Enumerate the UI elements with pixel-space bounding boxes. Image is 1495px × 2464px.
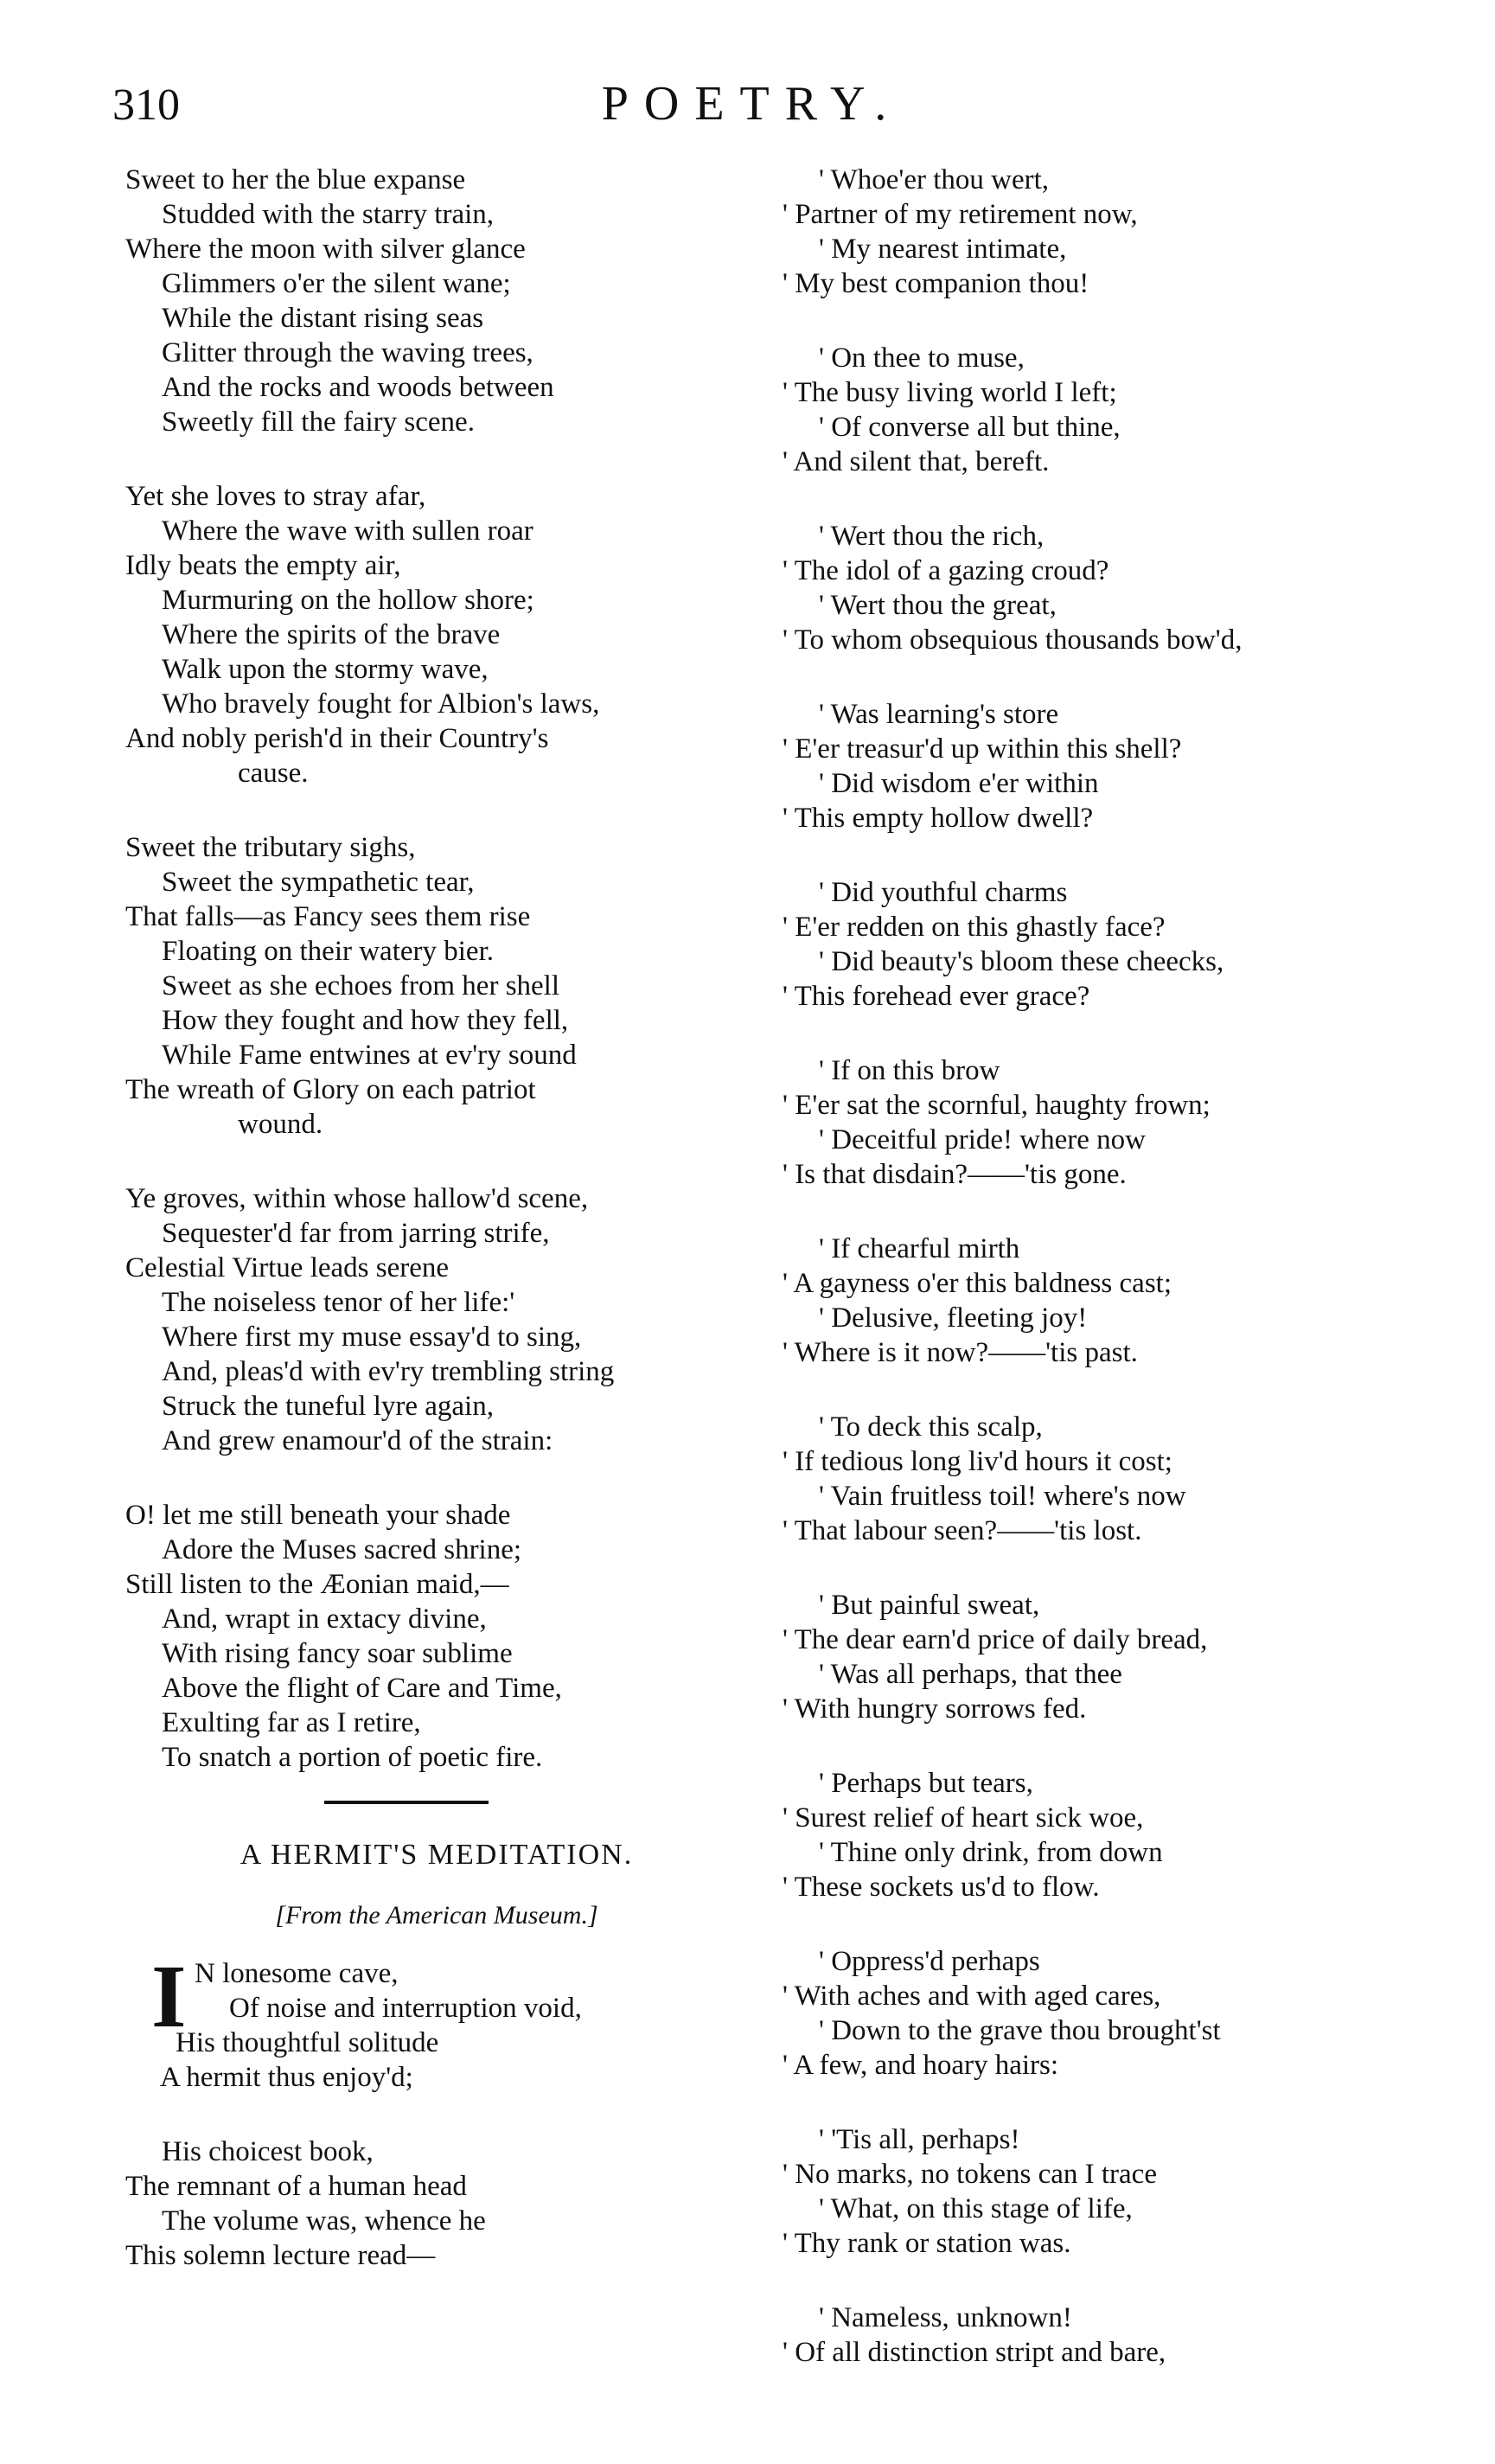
verse-line: And nobly perish'd in their Country's <box>125 723 549 754</box>
verse-line: Floating on their watery bier. <box>162 936 494 967</box>
verse-line: ' The busy living world I left; <box>783 377 1117 408</box>
verse-line: ' E'er treasur'd up within this shell? <box>783 733 1182 765</box>
verse-line: This solemn lecture read— <box>125 2240 436 2271</box>
verse-line: The volume was, whence he <box>162 2205 486 2237</box>
verse-line: ' Delusive, fleeting joy! <box>819 1302 1088 1334</box>
verse-line: Celestial Virtue leads serene <box>125 1252 450 1283</box>
verse-line: Murmuring on the hollow shore; <box>162 585 534 616</box>
verse-line: And, wrapt in extacy divine, <box>162 1603 487 1635</box>
verse-line: Above the flight of Care and Time, <box>162 1673 562 1704</box>
verse-line: The wreath of Glory on each patriot <box>125 1074 536 1105</box>
stanza <box>125 830 748 1142</box>
stanza <box>783 1588 1422 1726</box>
stanza <box>125 2134 748 2273</box>
left-column <box>125 163 748 2273</box>
verse-line: Exulting far as I retire, <box>162 1707 421 1738</box>
stanza <box>783 1053 1422 1192</box>
page-number: 310 <box>112 80 180 130</box>
verse-line: ' Vain fruitless toil! where's now <box>819 1481 1186 1512</box>
stanza <box>125 1947 748 2095</box>
verse-line: ' Thine only drink, from down <box>819 1837 1163 1868</box>
verse-line: ' A few, and hoary hairs: <box>783 2050 1059 2081</box>
verse-line: Sweet as she echoes from her shell <box>162 970 560 1002</box>
verse-line: Sweet to her the blue expanse <box>125 164 466 195</box>
stanza <box>783 697 1422 835</box>
stanza <box>783 163 1422 301</box>
stanza <box>125 479 748 790</box>
verse-line: ' To deck this scalp, <box>819 1411 1043 1443</box>
verse-line: Where the spirits of the brave <box>162 619 501 650</box>
verse-line: ' E'er sat the scornful, haughty frown; <box>783 1090 1211 1121</box>
verse-line: ' And silent that, bereft. <box>783 446 1050 477</box>
verse-line: ' Did youthful charms <box>819 877 1068 908</box>
verse-line: Sweet the tributary sighs, <box>125 832 416 863</box>
section-divider <box>324 1801 489 1804</box>
verse-line: Struck the tuneful lyre again, <box>162 1391 494 1422</box>
verse-line: ' With aches and with aged cares, <box>783 1981 1161 2012</box>
verse-line: Walk upon the stormy wave, <box>162 654 489 685</box>
verse-line: Sweet the sympathetic tear, <box>162 867 475 898</box>
verse-line: ' 'Tis all, perhaps! <box>819 2124 1020 2155</box>
stanza <box>783 1944 1422 2083</box>
verse-line: ' Perhaps but tears, <box>819 1768 1033 1799</box>
verse-line: ' Of all distinction stript and bare, <box>783 2337 1166 2368</box>
verse-line: ' No marks, no tokens can I trace <box>783 2159 1157 2190</box>
verse-line: Sequester'd far from jarring strife, <box>162 1218 550 1249</box>
verse-line: cause. <box>238 758 309 789</box>
verse-line: Glitter through the waving trees, <box>162 337 533 368</box>
verse-line: ' That labour seen?——'tis lost. <box>783 1515 1142 1546</box>
verse-line: O! let me still beneath your shade <box>125 1500 511 1531</box>
verse-line: ' This empty hollow dwell? <box>783 803 1094 834</box>
verse-line: How they fought and how they fell, <box>162 1005 569 1036</box>
verse-line: While Fame entwines at ev'ry sound <box>162 1040 577 1071</box>
verse-line: ' But painful sweat, <box>819 1590 1040 1621</box>
drop-cap: I <box>151 1947 187 2046</box>
verse-line: Studded with the starry train, <box>162 199 495 230</box>
verse-line: His thoughtful solitude <box>176 2027 439 2058</box>
stanza <box>783 1766 1422 1904</box>
verse-line: ' This forehead ever grace? <box>783 981 1090 1012</box>
stanza <box>125 163 748 439</box>
verse-line: ' Partner of my retirement now, <box>783 199 1138 230</box>
verse-line: ' E'er redden on this ghastly face? <box>783 912 1166 943</box>
verse-line: A hermit thus enjoy'd; <box>160 2062 413 2093</box>
verse-line: ' My nearest intimate, <box>819 234 1067 265</box>
stanza <box>783 1410 1422 1548</box>
verse-line: ' Is that disdain?——'tis gone. <box>783 1159 1127 1190</box>
verse-line: ' Wert thou the rich, <box>819 521 1045 552</box>
stanza <box>125 1498 748 1775</box>
verse-line: ' On thee to muse, <box>819 342 1025 374</box>
verse-line: ' Oppress'd perhaps <box>819 1946 1040 1977</box>
verse-line: ' A gayness o'er this baldness cast; <box>783 1268 1172 1299</box>
verse-line: ' Deceitful pride! where now <box>819 1124 1146 1155</box>
verse-line: ' Wert thou the great, <box>819 590 1057 621</box>
verse-line: ' Where is it now?——'tis past. <box>783 1337 1138 1368</box>
poem-title: A HERMIT'S MEDITATION. <box>240 1839 634 1871</box>
verse-line: ' Did beauty's bloom these cheecks, <box>819 946 1224 977</box>
verse-line: Sweetly fill the fairy scene. <box>162 406 475 438</box>
verse-line: Where the moon with silver glance <box>125 234 526 265</box>
verse-line: ' What, on this stage of life, <box>819 2193 1133 2224</box>
verse-line: ' Of converse all but thine, <box>819 412 1121 443</box>
verse-line: And, pleas'd with ev'ry trembling string <box>162 1356 615 1387</box>
verse-line: ' Did wisdom e'er within <box>819 768 1099 799</box>
stanza <box>783 519 1422 657</box>
verse-line: Where the wave with sullen roar <box>162 515 533 547</box>
verse-line: ' Surest relief of heart sick woe, <box>783 1802 1144 1834</box>
stanza <box>783 2122 1422 2261</box>
verse-line: N lonesome cave, <box>195 1958 399 1989</box>
verse-line: ' If chearful mirth <box>819 1233 1020 1264</box>
verse-line: ' With hungry sorrows fed. <box>783 1693 1087 1725</box>
verse-line: ' Whoe'er thou wert, <box>819 164 1050 195</box>
section-title: POETRY. <box>601 77 903 131</box>
verse-line: Adore the Muses sacred shrine; <box>162 1534 522 1565</box>
verse-line: Glimmers o'er the silent wane; <box>162 268 511 299</box>
stanza <box>125 1181 748 1458</box>
stanza <box>783 341 1422 479</box>
verse-line: And the rocks and woods between <box>162 372 554 403</box>
verse-line: ' These sockets us'd to flow. <box>783 1872 1100 1903</box>
verse-line: Still listen to the Æonian maid,— <box>125 1569 509 1600</box>
verse-line: ' Thy rank or station was. <box>783 2228 1071 2259</box>
verse-line: ' Down to the grave thou brought'st <box>819 2015 1221 2046</box>
verse-line: ' To whom obsequious thousands bow'd, <box>783 624 1243 656</box>
stanza <box>783 875 1422 1014</box>
verse-line: And grew enamour'd of the strain: <box>162 1425 553 1456</box>
verse-line: Of noise and interruption void, <box>229 1993 582 2024</box>
verse-line: The noiseless tenor of her life:' <box>162 1287 515 1318</box>
verse-line: ' If on this brow <box>819 1055 1000 1086</box>
verse-line: That falls—as Fancy sees them rise <box>125 901 531 932</box>
verse-line: ' The idol of a gazing croud? <box>783 555 1109 586</box>
stanza <box>783 2301 1422 2370</box>
right-column <box>783 163 1422 2370</box>
verse-line: With rising fancy soar sublime <box>162 1638 513 1669</box>
verse-line: The remnant of a human head <box>125 2171 467 2202</box>
verse-line: wound. <box>238 1109 323 1140</box>
verse-line: While the distant rising seas <box>162 303 484 334</box>
verse-line: His choicest book, <box>162 2136 374 2167</box>
verse-line: ' If tedious long liv'd hours it cost; <box>783 1446 1172 1477</box>
verse-line: ' Was all perhaps, that thee <box>819 1659 1122 1690</box>
verse-line: Who bravely fought for Albion's laws, <box>162 688 600 720</box>
verse-line: Yet she loves to stray afar, <box>125 481 426 512</box>
verse-line: Where first my muse essay'd to sing, <box>162 1322 582 1353</box>
verse-line: ' My best companion thou! <box>783 268 1089 299</box>
verse-line: Idly beats the empty air, <box>125 550 401 581</box>
verse-line: Ye groves, within whose hallow'd scene, <box>125 1183 589 1214</box>
verse-line: ' Was learning's store <box>819 699 1059 730</box>
verse-line: ' Nameless, unknown! <box>819 2302 1072 2333</box>
running-head <box>104 76 1400 137</box>
verse-line: ' The dear earn'd price of daily bread, <box>783 1624 1208 1655</box>
verse-line: To snatch a portion of poetic fire. <box>162 1742 543 1773</box>
stanza <box>783 1232 1422 1370</box>
poem-source: [From the American Museum.] <box>275 1901 598 1930</box>
